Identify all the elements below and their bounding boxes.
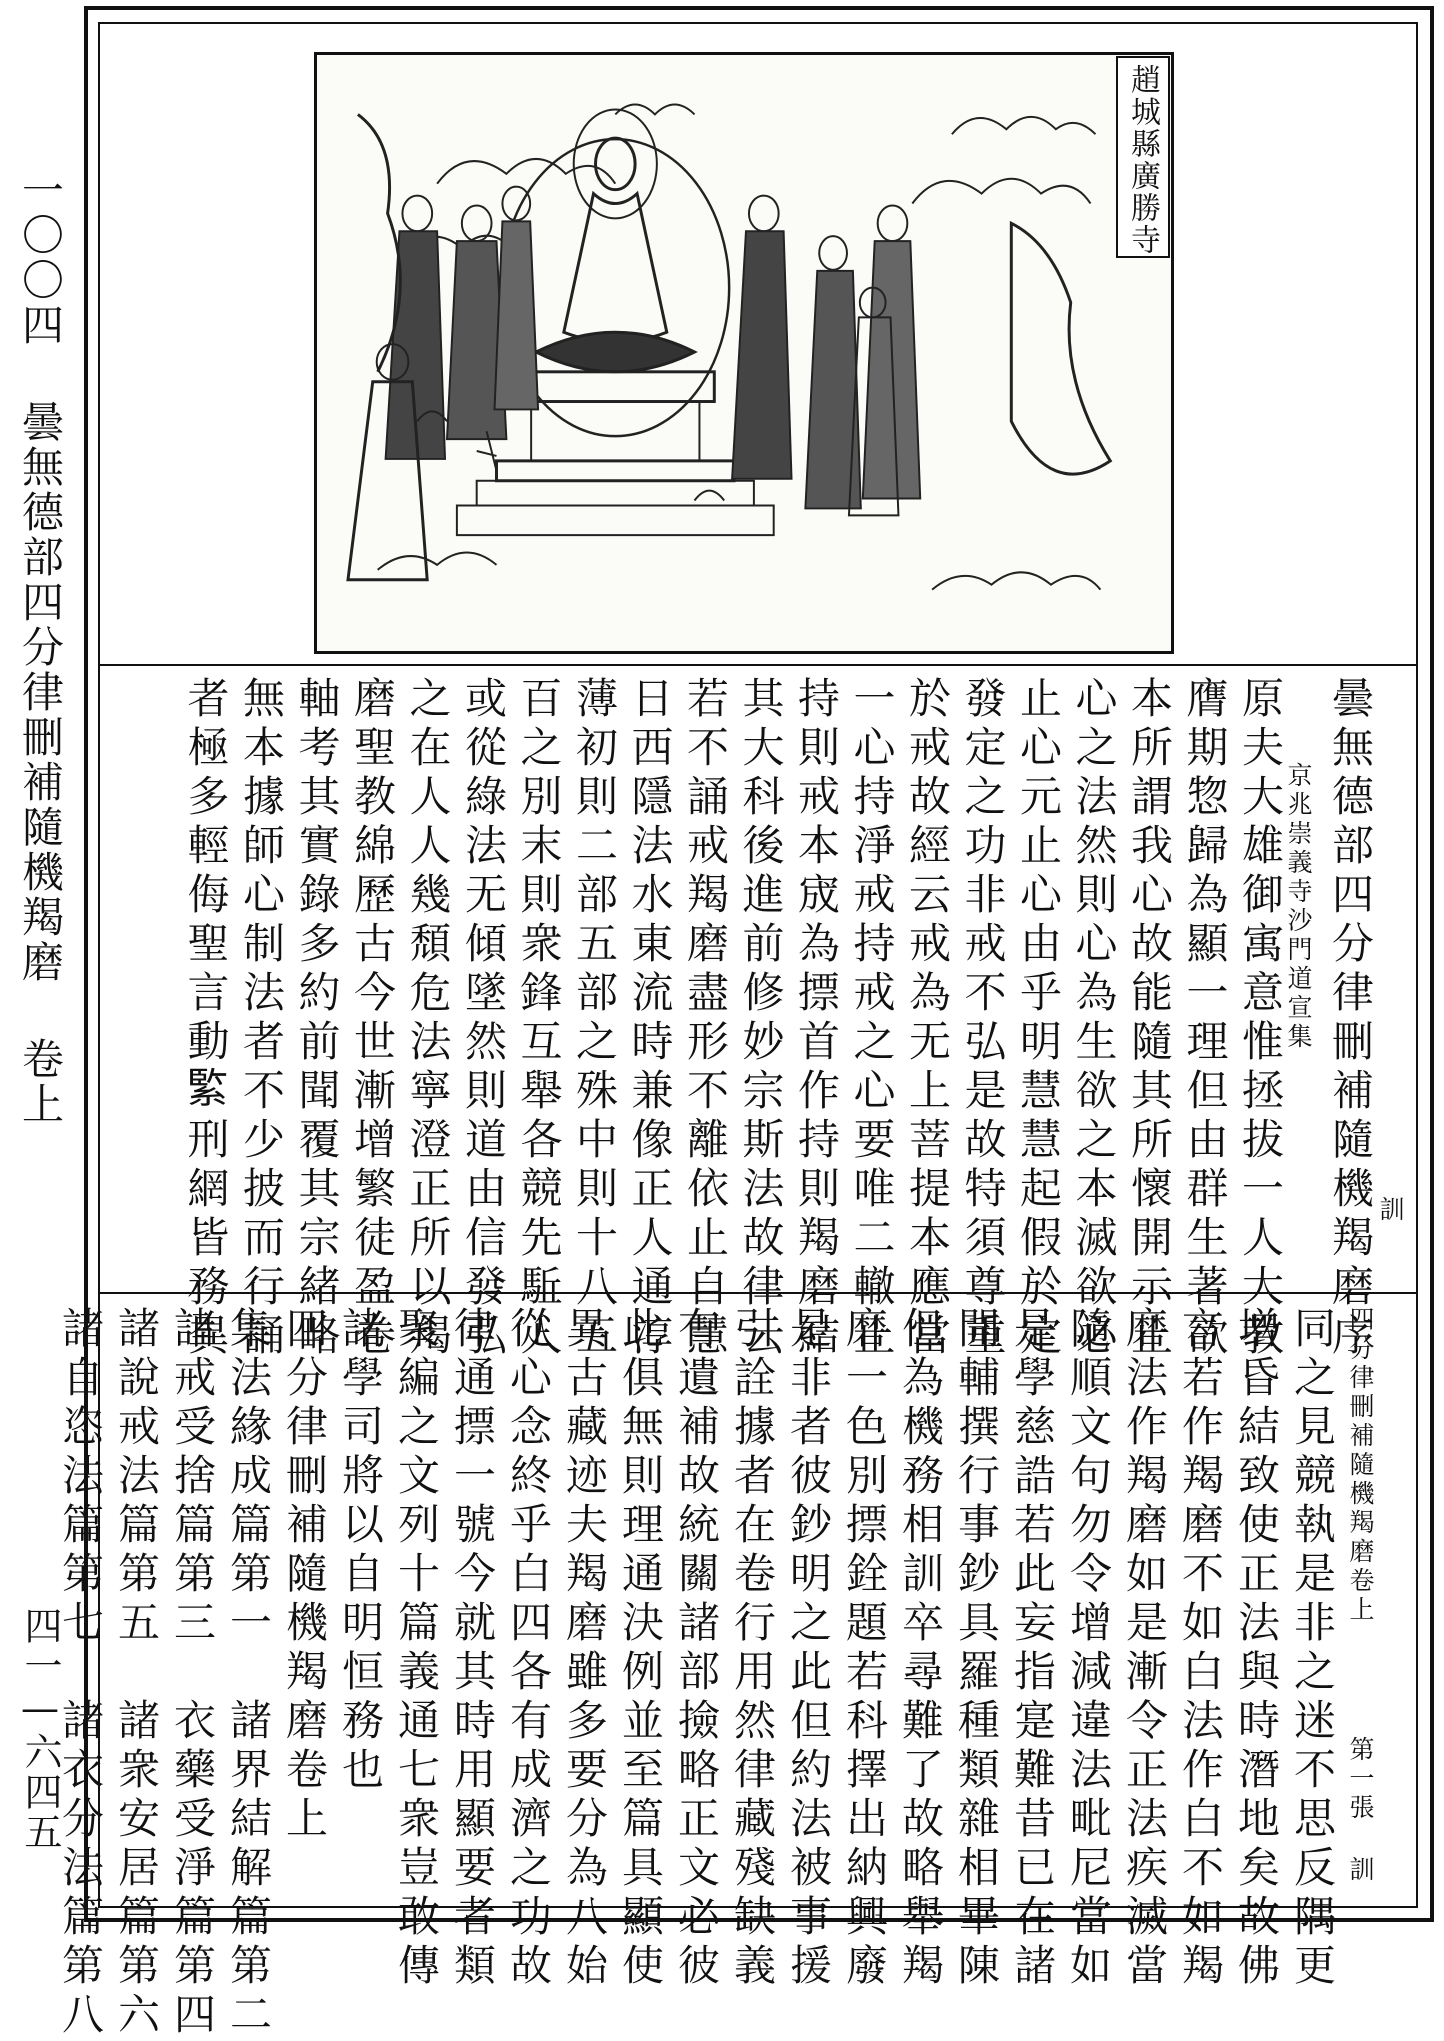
preface-line: 膺期惣歸為顯一理但由群生著欲 bbox=[1180, 676, 1230, 1362]
continuation-line: 此俱無則理通決例並至篇具顯使 bbox=[616, 1306, 665, 1992]
preface-title: 曇無德部四分律刪補隨機羯磨序 bbox=[1326, 676, 1375, 1362]
preface-line: 薄初則二部五部之殊中則十八五 bbox=[570, 676, 619, 1362]
contents-title: 四分律刪補隨機羯磨卷上 bbox=[280, 1306, 329, 1845]
continuation-line: 是非者彼鈔明之此但約法被事援 bbox=[784, 1306, 833, 1992]
continuation-line: 增昏結致使正法與時潛地矣故佛 bbox=[1232, 1306, 1281, 1992]
continuation-line: 磨法作羯磨如是漸令正法疾滅當 bbox=[1120, 1306, 1169, 1992]
preface-line: 其大科後進前修妙宗斯法故律云 bbox=[736, 676, 786, 1362]
continuation-line: 有遺補故統關諸部撿略正文必彼 bbox=[672, 1306, 721, 1992]
continuation-line: 異古藏迹夫羯磨雖多要分為八始 bbox=[560, 1306, 609, 1992]
continuation-line: 但為機務相訓卒尋難了故略舉羯 bbox=[896, 1306, 945, 1992]
preface-line: 發定之功非戒不弘是故特須尊重 bbox=[958, 676, 1008, 1362]
continuation-line: 從心念終乎白四各有成濟之功故 bbox=[504, 1306, 553, 1992]
preface-line: 百之別末則衆鋒互舉各競先駈人 bbox=[514, 676, 564, 1362]
preface-line: 磨聖教綿歷古今世漸增繁徒盈卷 bbox=[348, 676, 397, 1362]
continuation-line: 同之見競執是非之迷不思反隅更 bbox=[1288, 1306, 1337, 1992]
buddha-assembly-woodcut-icon bbox=[314, 52, 1174, 654]
preface-line: 之在人人幾頹危法寧澄正所以羯 bbox=[403, 676, 453, 1362]
continuation-line: 隨順文句勿令增減違法毗尼當如 bbox=[1064, 1306, 1113, 1992]
continuation-line: 開輔撰行事鈔具羅種類雜相畢陳 bbox=[952, 1306, 1001, 1992]
preface-line: 日西隱法水東流時兼像正人通淳 bbox=[625, 676, 675, 1362]
continuation-line: 言若作羯磨不如白法作白不如羯 bbox=[1176, 1306, 1225, 1992]
continuation-line: 引詮據者在卷行用然律藏殘缺義 bbox=[728, 1306, 777, 1992]
running-header-note: 第一張 訓 bbox=[1346, 1736, 1375, 1885]
preface-line: 原夫大雄御㝢意惟拯拔一人大教 bbox=[1236, 676, 1285, 1362]
continuation-line: 諸學司將以自明恒務也 bbox=[336, 1306, 385, 1796]
continuation-panel bbox=[56, 1306, 1412, 2041]
preface-line: 本所謂我心故能隨其所懷開示止 bbox=[1125, 676, 1174, 1362]
preface-line: 若不誦戒羯磨盡形不離依止自慧 bbox=[681, 676, 730, 1362]
preface-line: 者極多輕侮聖言動𦂳刑網皆務異 bbox=[181, 676, 231, 1362]
continuation-line: 磨一色別摽銓題若科擇出納興廢 bbox=[840, 1306, 889, 1992]
margin-page-number: 四一—六四五 bbox=[18, 1606, 62, 1852]
margin-title: 一〇〇四 曇無德部四分律刪補隨機羯磨 卷上 bbox=[16, 168, 65, 1127]
illustration-caption: 趙城縣廣勝寺 bbox=[1125, 64, 1160, 256]
contents-line: 諸說戒法篇第五 諸衆安居篇第六 bbox=[112, 1306, 161, 2041]
preface-panel bbox=[112, 676, 1412, 1362]
continuation-line: 是學慈誥若此妄指寔難昔已在諸 bbox=[1008, 1306, 1057, 1992]
contents-line: 諸自恣法篇第七 諸衣分法篇第八 bbox=[56, 1306, 105, 2041]
preface-line: 心之法然則心為生欲之本滅欲必 bbox=[1069, 676, 1119, 1362]
contents-line: 諸戒受捨篇第三 衣藥受淨篇第四 bbox=[168, 1306, 217, 2041]
preface-line: 一心持淨戒持戒之心要唯二轍止 bbox=[847, 676, 897, 1362]
running-header: 四分律刪補隨機羯磨卷上 bbox=[1346, 1306, 1375, 1625]
preface-line: 止心元止心由乎明慧慧起假於定 bbox=[1014, 676, 1063, 1362]
preface-line: 無本據師心制法者不少披而行誦 bbox=[237, 676, 286, 1362]
preface-author: 京兆崇義寺沙門道宣集 bbox=[1284, 762, 1313, 1052]
woodcut-drawing bbox=[317, 55, 1171, 651]
continuation-line: 律通摽一號今就其時用顯要者類 bbox=[448, 1306, 497, 1992]
preface-line: 軸考其實錄多約前聞覆其宗緒略 bbox=[292, 676, 342, 1362]
panel-divider-top bbox=[98, 664, 1418, 666]
preface-line: 持則戒本宬為摽首作持則羯磨結 bbox=[792, 676, 841, 1362]
preface-line: 或從綠法无傾墜然則道由信發弘 bbox=[459, 676, 508, 1362]
preface-title-note: 訓 bbox=[1376, 1196, 1405, 1225]
contents-line: 集法緣成篇第一 諸界結解篇第二 bbox=[224, 1306, 273, 2041]
preface-line: 於戒故經云戒為无上菩提本應當 bbox=[903, 676, 952, 1362]
continuation-line: 聚編之文列十篇義通七衆豈敢傳 bbox=[392, 1306, 441, 1992]
